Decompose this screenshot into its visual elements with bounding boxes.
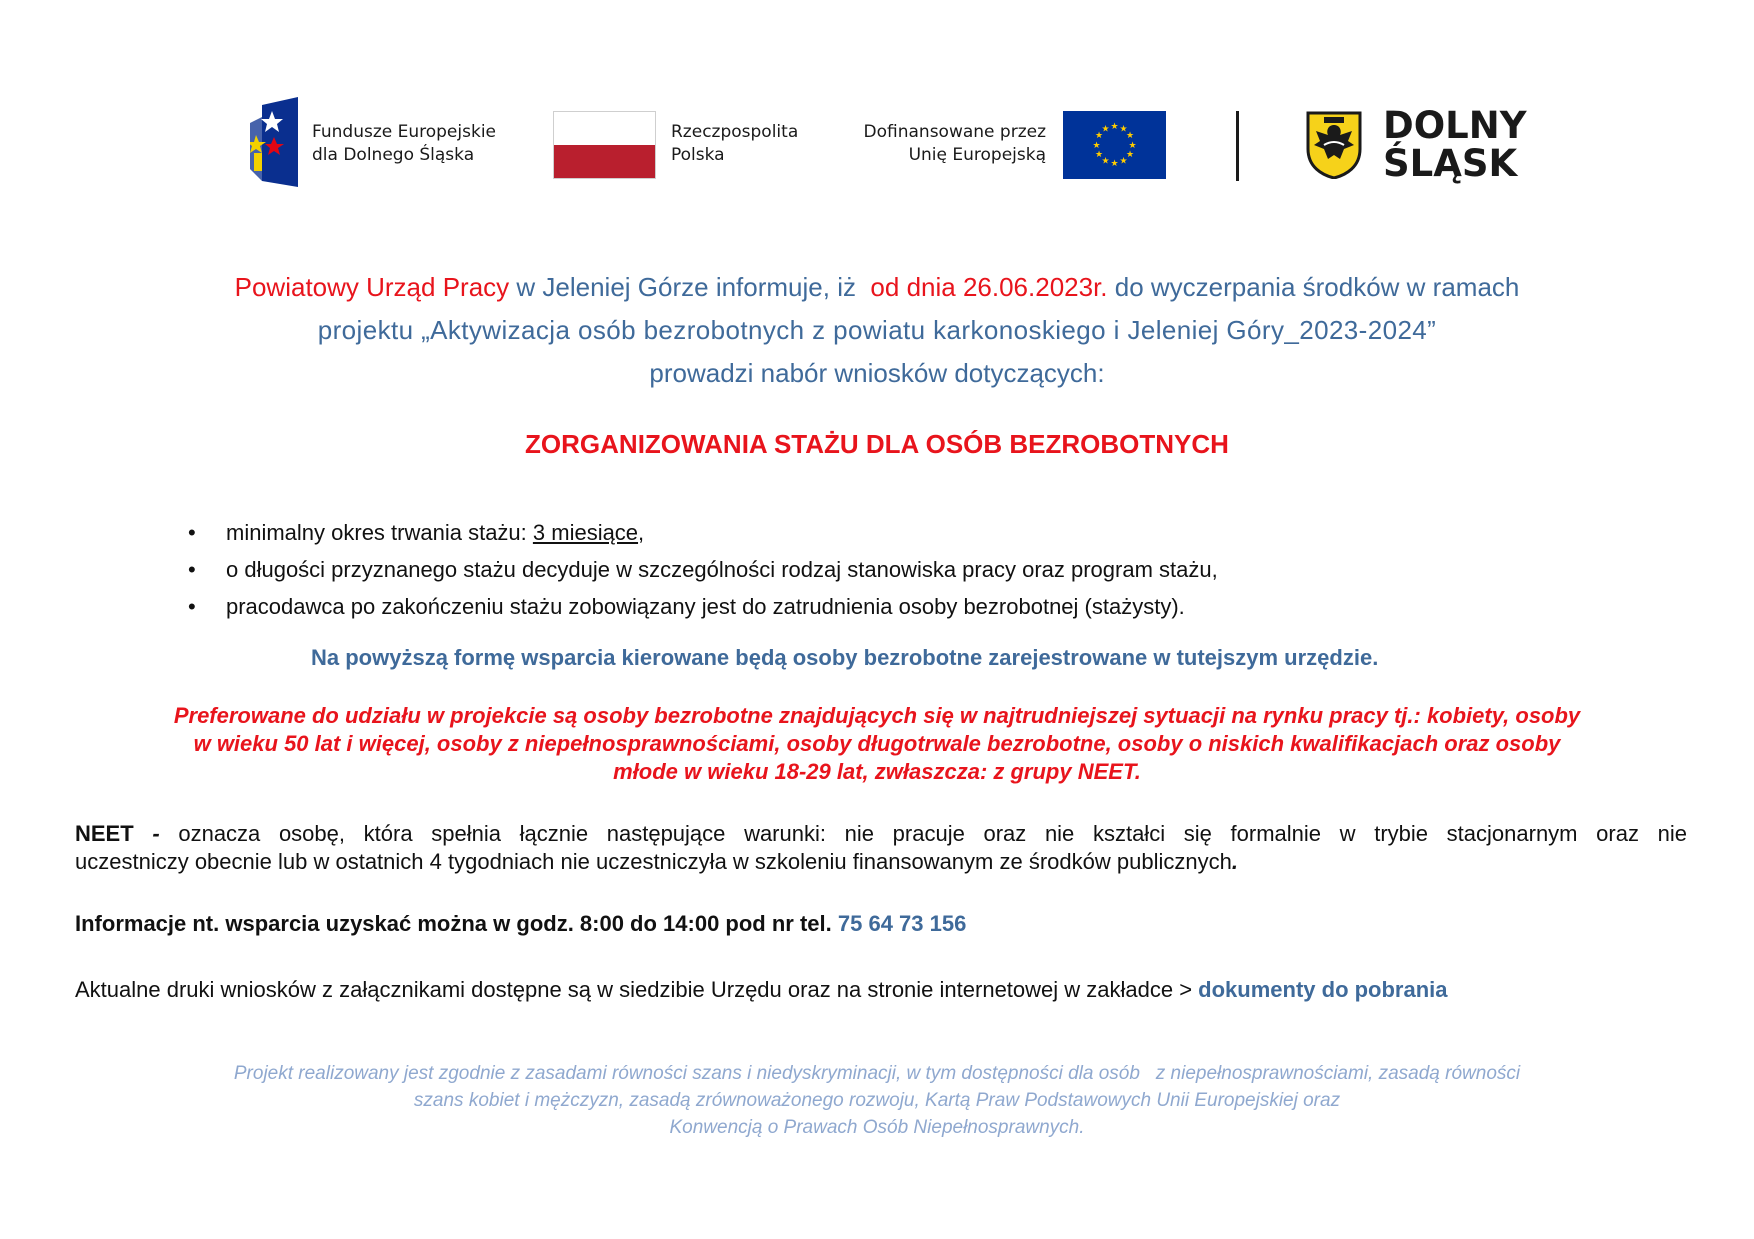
ue-logo-text-2: Unię Europejską xyxy=(908,145,1046,165)
fe-logo-icon xyxy=(250,97,298,187)
neet-term: NEET xyxy=(75,821,134,846)
bullet-icon: • xyxy=(188,594,196,619)
support-note: Na powyższą formę wsparcia kierowane będą osoby bezrobotne zarejestrowane w tutejszym urzędzie. xyxy=(311,645,1379,670)
documents-info: Aktualne druki wniosków z załącznikami dostępne są w siedzibie Urzędu oraz na stronie internetowej w zakładce > dokumenty do pobrania xyxy=(75,977,1448,1002)
fe-logo-text-1: Fundusze Europejskie xyxy=(312,122,496,142)
ds-logo-text-1: DOLNY xyxy=(1383,104,1527,147)
dolny-slask-crest-icon xyxy=(1306,111,1362,179)
logo-divider xyxy=(1236,111,1239,181)
intro-part-2: do wyczerpania środków w ramach xyxy=(1107,272,1520,302)
svg-text:★: ★ xyxy=(1092,141,1101,151)
intro-line-3: prowadzi nabór wniosków dotyczących: xyxy=(649,358,1105,388)
intro xyxy=(100,266,1654,395)
list-item: • pracodawca po zakończeniu stażu zobowiązany jest do zatrudnienia osoby bezrobotnej (stażysty). xyxy=(188,588,1218,625)
footer-note: Projekt realizowany jest zgodnie z zasadami równości szans i niedyskryminacji, w tym dostępności dla osób z niepełnosprawnościami, zasadą równości szans kobiet i mężczyzn, zasadą zrównoważonego rozwoju, Kartą Praw Podstawowych Unii Europejskiej oraz Konwencją o Prawach Osób Niepełnosprawnych. xyxy=(233,1063,1521,1138)
fe-logo-text-2: dla Dolnego Śląska xyxy=(312,145,475,165)
documents-link[interactable]: dokumenty do pobrania xyxy=(1198,977,1448,1002)
preferred-groups: Preferowane do udziału w projekcie są osoby bezrobotne znajdujących się w najtrudniejszej sytuacji na rynku pracy tj.: kobiety, osoby w wieku 50 lat i więcej, osoby z niepełnosprawnościami, osoby długotrwale bezrobotne, osoby o niskich kwalifikacjach oraz osoby młode w wieku 18-29 lat, zwłaszcza: z grupy NEET. xyxy=(173,703,1581,784)
contact-info: Informacje nt. wsparcia uzyskać można w godz. 8:00 do 14:00 pod nr tel. 75 64 73 156 xyxy=(75,911,967,936)
svg-text:★: ★ xyxy=(1094,150,1104,160)
intro-line-2: projektu „Aktywizacja osób bezrobotnych z powiatu karkonoskiego i Jeleniej Góry_2023-2024” xyxy=(317,315,1437,345)
main-heading: ZORGANIZOWANIA STAŻU DLA OSÓB BEZROBOTNYCH xyxy=(525,429,1229,459)
intro-line-1 xyxy=(100,266,1654,309)
list-item: • o długości przyznanego stażu decyduje w szczególności rodzaj stanowiska pracy oraz program stażu, xyxy=(188,551,1218,588)
svg-text:★: ★ xyxy=(1119,124,1128,135)
bullet-icon: • xyxy=(188,520,196,545)
phone-number[interactable]: 75 64 73 156 xyxy=(837,911,967,936)
eu-flag-icon xyxy=(1063,111,1166,179)
list-item: • minimalny okres trwania stażu: 3 miesiące, xyxy=(188,514,1218,551)
svg-text:★: ★ xyxy=(1094,131,1104,141)
ds-logo-text-2: ŚLĄSK xyxy=(1383,142,1518,185)
svg-text:★: ★ xyxy=(1128,141,1137,151)
start-date: od dnia 26.06.2023r. xyxy=(863,272,1108,302)
intro-part-1: w Jeleniej Górze informuje, iż xyxy=(509,272,864,302)
requirements-list xyxy=(188,514,1218,625)
bullet-icon: • xyxy=(188,557,196,582)
rp-logo-text-1: Rzeczpospolita xyxy=(671,122,799,142)
svg-text:★: ★ xyxy=(1119,156,1128,167)
fe-logo xyxy=(250,97,298,187)
svg-text:★: ★ xyxy=(1125,131,1135,141)
svg-text:★: ★ xyxy=(1125,150,1135,160)
ue-logo-text-1: Dofinansowane przez xyxy=(863,122,1046,142)
svg-text:★: ★ xyxy=(1101,124,1110,135)
svg-text:★: ★ xyxy=(1110,159,1119,169)
duration-value: 3 miesiące xyxy=(532,520,639,545)
svg-text:★: ★ xyxy=(1110,122,1119,132)
neet-definition: NEET - oznacza osobę, która spełnia łącznie następujące warunki: nie pracuje oraz nie kształci się formalnie w trybie stacjonarnym oraz nie uczestniczy obecnie lub w ostatnich 4 tygodniach nie uczestniczyła w szkoleniu finansowanym ze środków publicznych. xyxy=(75,821,1687,874)
organization-name: Powiatowy Urząd Pracy xyxy=(234,272,510,302)
svg-text:★: ★ xyxy=(1101,156,1110,167)
rp-logo-text-2: Polska xyxy=(671,145,725,165)
polish-flag-icon xyxy=(553,111,656,179)
